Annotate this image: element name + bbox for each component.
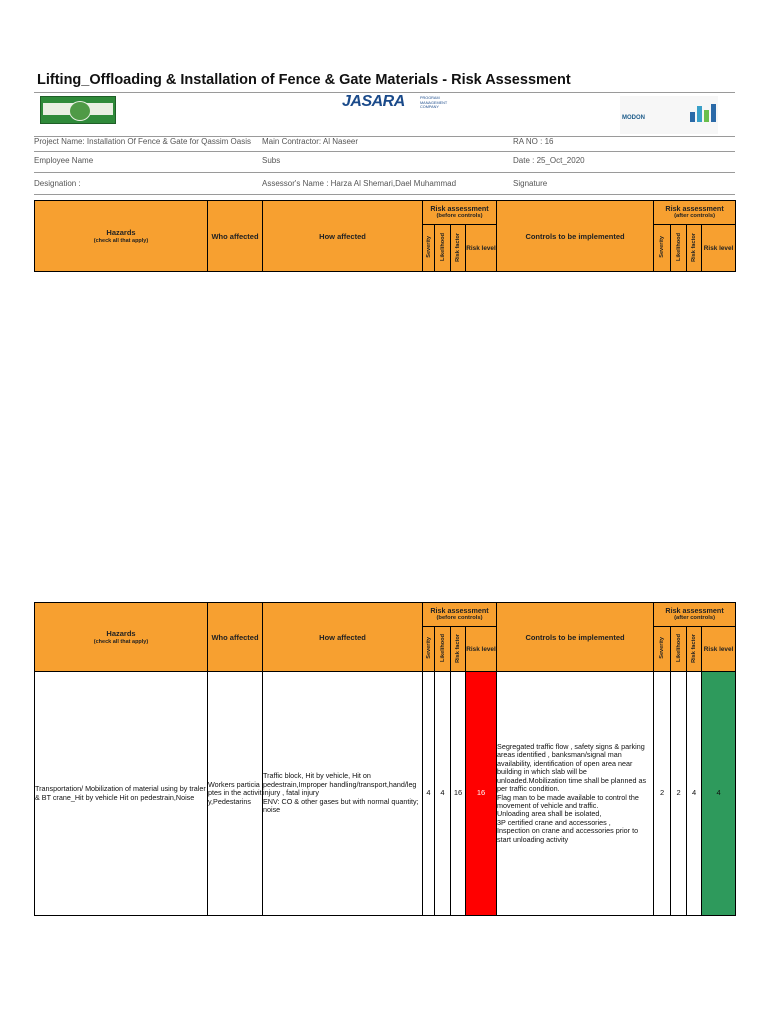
risk-factor-header: Risk factor xyxy=(687,225,702,272)
after-risk-factor-cell: 4 xyxy=(687,672,702,916)
risk-level-header: Risk level xyxy=(702,225,736,272)
hazard-cell: Transportation/ Mobilization of material using by traler & BT crane_Hit by vehicle Hit on pedestrain,Noise xyxy=(35,672,208,916)
table-row xyxy=(35,672,736,916)
before-risk-factor-cell: 16 xyxy=(451,672,466,916)
how-affected-cell: Traffic block, Hit by vehicle, Hit on pedestrain,Improper handling/transport,hand/leg injury , fatal injury ENV: CO & other gases but with normal quantity; noise xyxy=(263,672,423,916)
modon-logo-text: MODON xyxy=(622,115,645,121)
likelihood-header: Likelihood xyxy=(671,627,687,672)
severity-header: Severity xyxy=(654,225,671,272)
severity-header: Severity xyxy=(423,225,435,272)
who-affected-header: Who affected xyxy=(208,201,263,272)
document-title: Lifting_Offloading & Installation of Fence & Gate Materials - Risk Assessment xyxy=(37,72,571,88)
before-likelihood-cell: 4 xyxy=(435,672,451,916)
how-affected-header: How affected xyxy=(263,201,423,272)
who-affected-header: Who affected xyxy=(208,603,263,672)
controls-header: Controls to be implemented xyxy=(497,201,654,272)
signature: Signature xyxy=(513,179,548,188)
risk-level-header: Risk level xyxy=(466,627,497,672)
risk-table-header xyxy=(34,200,736,272)
risk-factor-header: Risk factor xyxy=(451,225,466,272)
after-severity-cell: 2 xyxy=(654,672,671,916)
subs: Subs xyxy=(262,156,281,165)
after-likelihood-cell: 2 xyxy=(671,672,687,916)
before-risk-level-cell: 16 xyxy=(466,672,497,916)
risk-factor-header: Risk factor xyxy=(687,627,702,672)
project-name: Project Name: Installation Of Fence & Gate for Qassim Oasis xyxy=(34,137,251,146)
jasara-logo-text: JASARA xyxy=(342,93,405,110)
controls-header: Controls to be implemented xyxy=(497,603,654,672)
ra-number: RA NO : 16 xyxy=(513,137,554,146)
likelihood-header: Likelihood xyxy=(671,225,687,272)
date: Date : 25_Oct_2020 xyxy=(513,156,585,165)
risk-after-header: Risk assessment (after controls) xyxy=(654,201,736,225)
divider xyxy=(34,172,735,173)
risk-factor-header: Risk factor xyxy=(451,627,466,672)
risk-after-header: Risk assessment (after controls) xyxy=(654,603,736,627)
divider xyxy=(34,151,735,152)
modon-logo xyxy=(620,96,718,134)
likelihood-header: Likelihood xyxy=(435,225,451,272)
risk-level-header: Risk level xyxy=(466,225,497,272)
severity-header: Severity xyxy=(423,627,435,672)
risk-level-header: Risk level xyxy=(702,627,736,672)
hazards-header: Hazards (check all that apply) xyxy=(35,201,208,272)
risk-before-header: Risk assessment (before controls) xyxy=(423,603,497,627)
assessors-name: Assessor's Name : Harza Al Shemari,Dael Muhammad xyxy=(262,179,457,188)
contractor-logo xyxy=(40,96,116,124)
risk-table xyxy=(34,602,736,916)
jasara-logo xyxy=(342,93,448,111)
designation: Designation : xyxy=(34,179,81,188)
risk-before-header: Risk assessment (before controls) xyxy=(423,201,497,225)
who-affected-cell: Workers particiaptes in the activity,Pedestarins xyxy=(208,672,263,916)
hazards-header: Hazards (check all that apply) xyxy=(35,603,208,672)
main-contractor: Main Contractor: Al Naseer xyxy=(262,137,359,146)
employee-name: Employee Name xyxy=(34,156,94,165)
likelihood-header: Likelihood xyxy=(435,627,451,672)
controls-cell: Segregated traffic flow , safety signs & parking areas identified , banksman/signal man availability, identification of open area near building in which slab will be unloaded.Mobilization time shall be planned as per traffic condition. Flag man to be made available to control the movement of vehicle and traffic. Unloading area shall be isolated, 3P certified crane and accessories , Inspection on crane and accessories prior to start unloading activity xyxy=(497,672,654,916)
how-affected-header: How affected xyxy=(263,603,423,672)
before-severity-cell: 4 xyxy=(423,672,435,916)
jasara-logo-subtext: PROGRAM MANAGEMENT COMPANY xyxy=(420,96,448,110)
divider xyxy=(34,194,735,195)
severity-header: Severity xyxy=(654,627,671,672)
after-risk-level-cell: 4 xyxy=(702,672,736,916)
